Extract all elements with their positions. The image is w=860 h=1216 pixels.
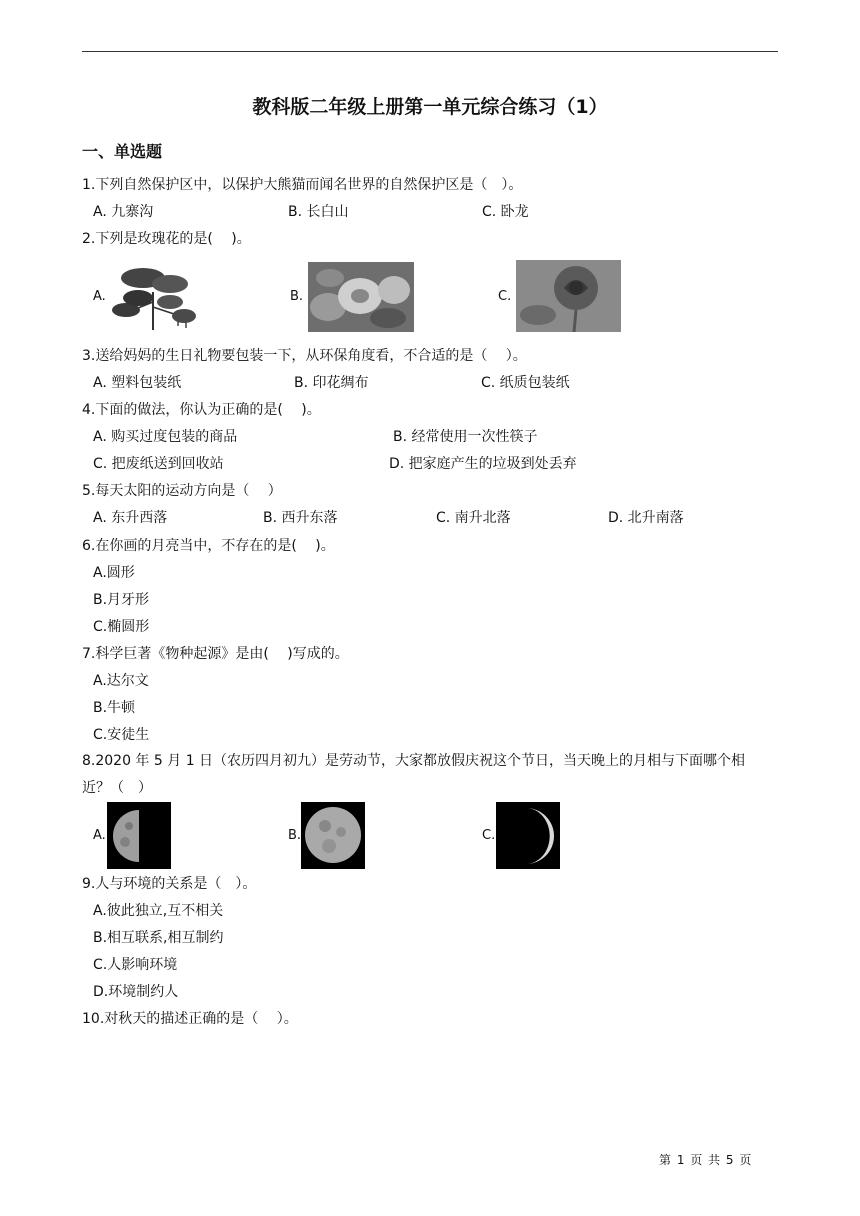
q1-option-b[interactable]: B. 长白山 (288, 204, 349, 220)
section-heading: 一、单选题 (82, 142, 163, 161)
question-7: 7.科学巨著《物种起源》是由( )写成的。 (82, 646, 349, 662)
q9-option-b[interactable]: B.相互联系,相互制约 (93, 930, 224, 946)
header-rule (82, 51, 778, 52)
question-3: 3.送给妈妈的生日礼物要包装一下，从环保角度看，不合适的是（ ）。 (82, 348, 527, 364)
leaf-plant-image (108, 262, 198, 332)
question-5: 5.每天太阳的运动方向是（ ） (82, 483, 282, 499)
q1-option-a[interactable]: A. 九寨沟 (93, 204, 154, 220)
q1-option-c[interactable]: C. 卧龙 (482, 204, 529, 220)
q7-option-a[interactable]: A.达尔文 (93, 673, 149, 689)
q3-option-a[interactable]: A. 塑料包装纸 (93, 375, 182, 391)
half-moon-image (107, 802, 171, 869)
question-4: 4.下面的做法，你认为正确的是( )。 (82, 402, 321, 418)
q6-option-a[interactable]: A.圆形 (93, 565, 135, 581)
q2-option-b[interactable]: B. (290, 289, 304, 304)
crescent-moon-image (496, 802, 560, 869)
q7-option-c[interactable]: C.安徒生 (93, 727, 150, 743)
q6-option-b[interactable]: B.月牙形 (93, 592, 150, 608)
question-8: 8.2020 年 5 月 1 日（农历四月初九）是劳动节，大家都放假庆祝这个节日，当天晚上的月相与下面哪个相 (82, 753, 746, 769)
q4-option-b[interactable]: B. 经常使用一次性筷子 (393, 429, 538, 445)
q8-option-c[interactable]: C. (482, 828, 496, 843)
q5-option-a[interactable]: A. 东升西落 (93, 510, 168, 526)
lotus-flower-image (308, 262, 414, 332)
q4-option-c[interactable]: C. 把废纸送到回收站 (93, 456, 224, 472)
question-9: 9.人与环境的关系是（ ）。 (82, 876, 257, 892)
rose-flower-image (516, 260, 621, 332)
q9-option-c[interactable]: C.人影响环境 (93, 957, 178, 973)
question-6: 6.在你画的月亮当中，不存在的是( )。 (82, 538, 335, 554)
document-title: 教科版二年级上册第一单元综合练习（1） (252, 96, 608, 118)
q3-option-b[interactable]: B. 印花绸布 (294, 375, 369, 391)
q5-option-c[interactable]: C. 南升北落 (436, 510, 511, 526)
full-moon-image (301, 802, 365, 869)
q8-option-b[interactable]: B. (288, 828, 302, 843)
q2-option-a[interactable]: A. (93, 289, 106, 304)
q2-option-c[interactable]: C. (498, 289, 512, 304)
q5-option-d[interactable]: D. 北升南落 (608, 510, 684, 526)
q9-option-a[interactable]: A.彼此独立,互不相关 (93, 903, 224, 919)
question-1: 1.下列自然保护区中，以保护大熊猫而闻名世界的自然保护区是（ ）。 (82, 177, 523, 193)
q4-option-a[interactable]: A. 购买过度包装的商品 (93, 429, 238, 445)
q8-option-a[interactable]: A. (93, 828, 106, 843)
question-8-continued: 近？（ ） (82, 780, 152, 796)
q3-option-c[interactable]: C. 纸质包装纸 (481, 375, 570, 391)
q6-option-c[interactable]: C.椭圆形 (93, 619, 150, 635)
question-10: 10.对秋天的描述正确的是（ ）。 (82, 1011, 298, 1027)
q9-option-d[interactable]: D.环境制约人 (93, 984, 179, 1000)
q4-option-d[interactable]: D. 把家庭产生的垃圾到处丢弃 (389, 456, 577, 472)
page-footer: 第 1 页 共 5 页 (659, 1153, 753, 1167)
question-2: 2.下列是玫瑰花的是( )。 (82, 231, 251, 247)
q5-option-b[interactable]: B. 西升东落 (263, 510, 338, 526)
q7-option-b[interactable]: B.牛顿 (93, 700, 136, 716)
